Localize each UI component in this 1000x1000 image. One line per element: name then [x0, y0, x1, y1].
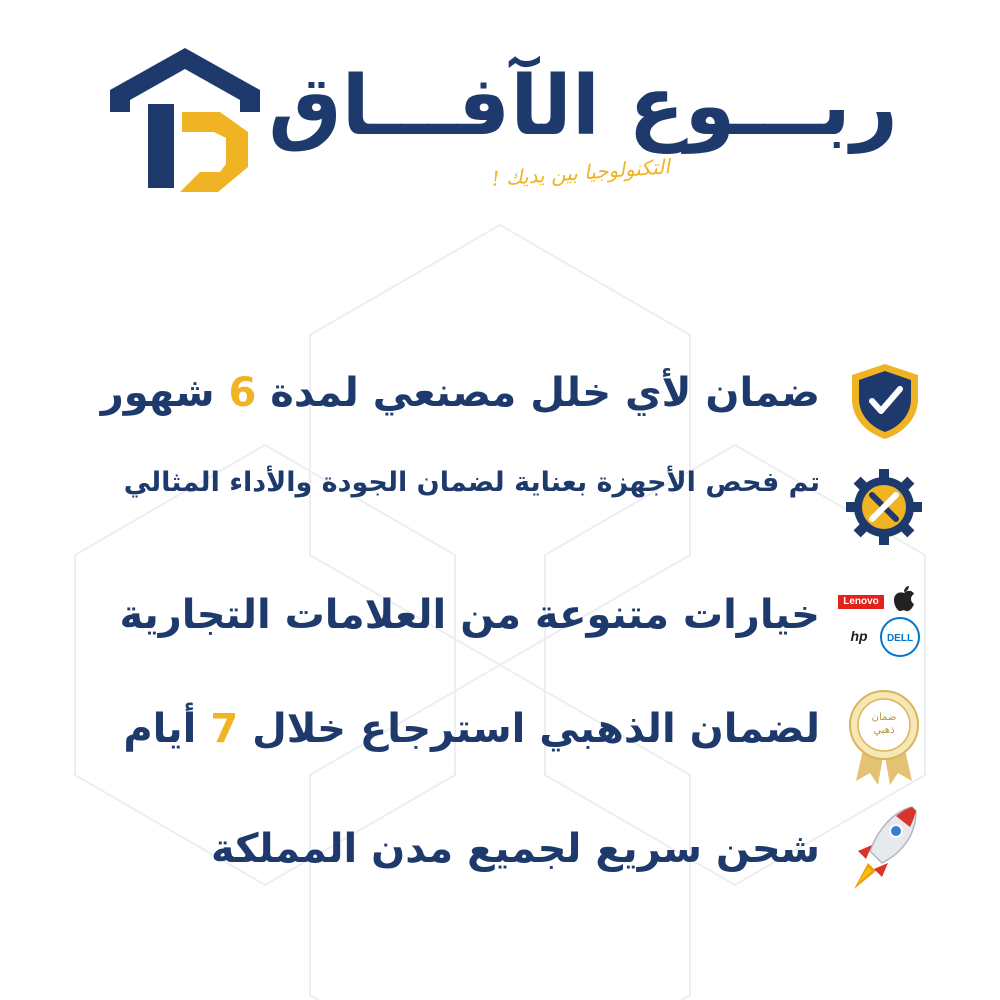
brand-name: ربـــوع الآفـــاق	[268, 59, 898, 154]
feature-inspection-text: تم فحص الأجهزة بعناية لضمان الجودة والأداء المثالي	[123, 467, 820, 498]
dell-logo: DELL	[880, 617, 920, 657]
header	[0, 0, 1000, 220]
hp-logo: hp	[850, 628, 868, 644]
lenovo-logo: Lenovo	[838, 595, 884, 609]
feature-shipping	[0, 803, 1000, 913]
feature-warranty	[0, 345, 1000, 455]
gear-tools-icon	[846, 469, 922, 545]
gold-badge-icon	[846, 689, 922, 785]
feature-inspection	[0, 455, 1000, 565]
warranty-months: 6	[228, 370, 257, 416]
rocket-icon	[846, 803, 922, 895]
feature-brands	[0, 573, 1000, 683]
feature-warranty-text: ضمان لأي خلل مصنعي لمدة 6 شهور	[100, 370, 820, 416]
apple-logo-icon	[892, 585, 916, 613]
brand-tagline: التكنولوجيا بين يديك !	[490, 154, 671, 191]
gold-badge-text: ضمان ذهبي	[871, 712, 897, 736]
feature-shipping-text: شحن سريع لجميع مدن المملكة	[211, 826, 820, 872]
feature-brands-text: خيارات متنوعة من العلامات التجارية	[119, 592, 820, 638]
shield-check-icon	[848, 361, 922, 441]
house-logo-icon	[100, 42, 270, 202]
feature-gold-guarantee-text: لضمان الذهبي استرجاع خلال 7 أيام	[123, 706, 820, 752]
feature-gold-guarantee	[0, 685, 1000, 795]
return-days: 7	[210, 706, 239, 752]
